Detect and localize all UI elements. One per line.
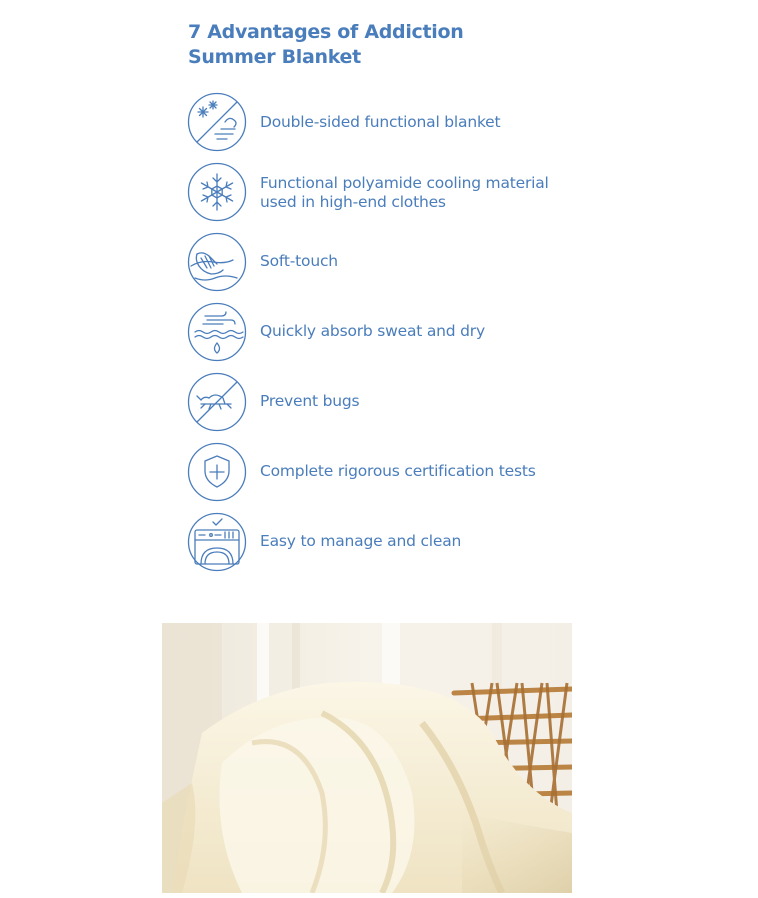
cream-blanket-on-rattan-chair-photo <box>162 623 572 893</box>
advantage-text: Complete rigorous certification tests <box>260 462 536 480</box>
page-title-line-1: 7 Advantages of Addiction <box>188 21 464 43</box>
advantage-text: Easy to manage and clean <box>260 532 462 550</box>
advantage-text: Soft-touch <box>260 252 338 270</box>
advantage-item-cooling-material <box>187 162 607 224</box>
advantage-item-certification <box>187 442 607 504</box>
page-title <box>188 20 508 70</box>
no-bug-icon <box>187 372 247 432</box>
advantage-item-easy-clean <box>187 512 607 574</box>
hand-touch-icon <box>187 232 247 292</box>
advantage-text: Quickly absorb sweat and dry <box>260 322 485 340</box>
advantage-text: Double-sided functional blanket <box>260 113 501 131</box>
washing-machine-icon <box>187 512 247 572</box>
advantage-text: Prevent bugs <box>260 392 360 410</box>
snowflake-icon <box>187 162 247 222</box>
advantage-item-soft-touch <box>187 232 607 294</box>
shield-plus-icon <box>187 442 247 502</box>
advantage-item-double-sided <box>187 92 607 154</box>
advantage-item-absorb-sweat <box>187 302 607 364</box>
wind-waves-drop-icon <box>187 302 247 362</box>
page-title-line-2: Summer Blanket <box>188 46 361 68</box>
snowflake-and-wind-icon <box>187 92 247 152</box>
advantage-item-prevent-bugs <box>187 372 607 434</box>
advantage-text: Functional polyamide cooling material used in high-end clothes <box>260 174 549 211</box>
